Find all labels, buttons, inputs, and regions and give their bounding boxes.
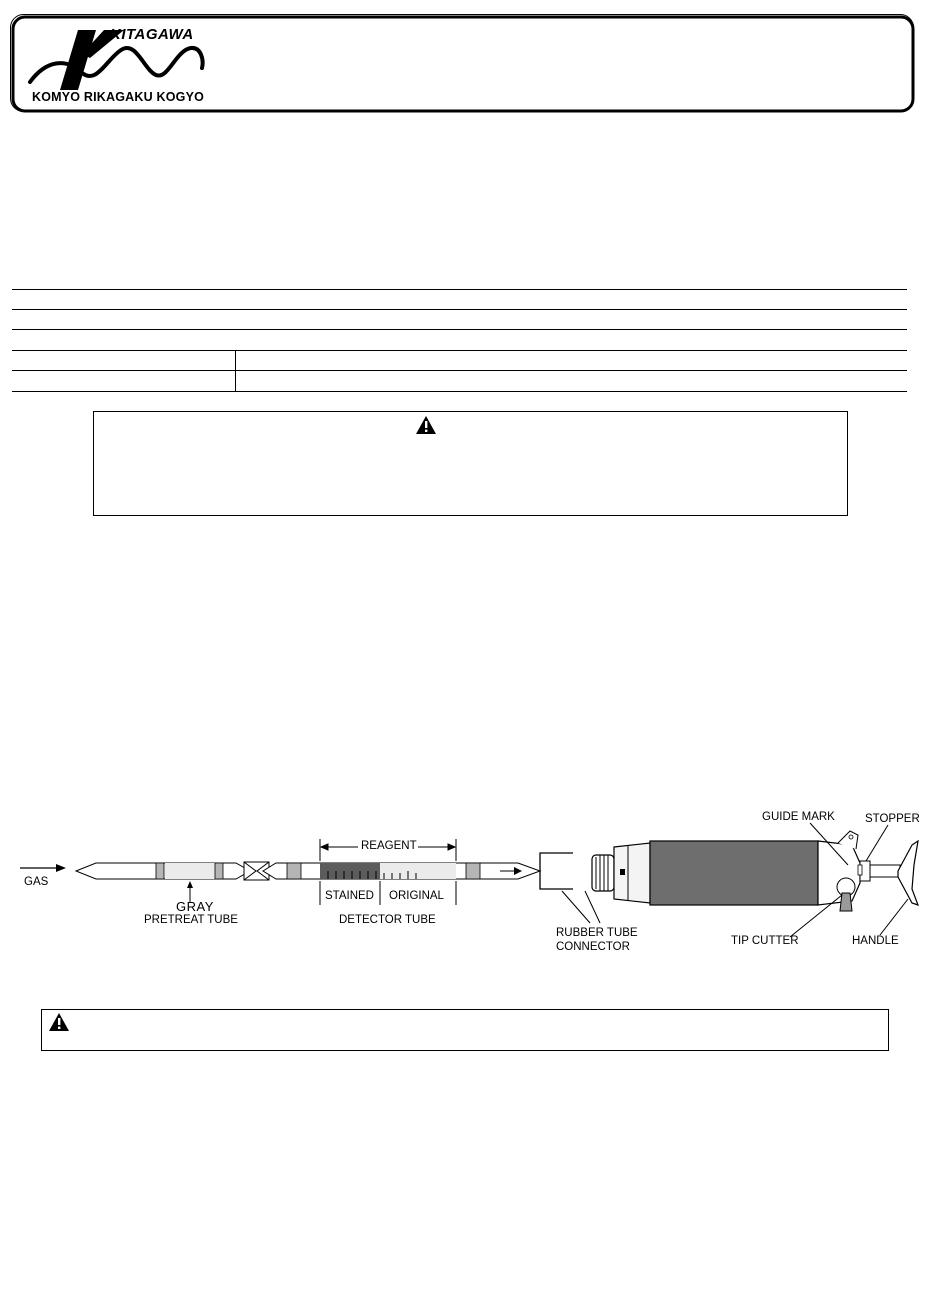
table-rule bbox=[12, 309, 907, 310]
gas-label: GAS bbox=[24, 876, 49, 888]
rubber-tube-label: RUBBER TUBE bbox=[556, 927, 638, 939]
company-logo bbox=[26, 20, 216, 108]
connector-label: CONNECTOR bbox=[556, 941, 630, 953]
table-rule bbox=[12, 329, 907, 330]
table-rule bbox=[12, 391, 907, 392]
table-column-divider bbox=[235, 350, 236, 391]
warning-box bbox=[93, 411, 848, 516]
pretreat-tube bbox=[76, 863, 250, 879]
detector-tube bbox=[263, 863, 540, 879]
measurement-setup-diagram bbox=[0, 805, 950, 965]
company-name: KOMYO RIKAGAKU KOGYO bbox=[32, 90, 205, 104]
table-rule bbox=[12, 289, 907, 290]
brand-name: KITAGAWA bbox=[110, 26, 194, 43]
warning-triangle-icon bbox=[415, 415, 437, 435]
stopper-label: STOPPER bbox=[865, 813, 920, 825]
warning-triangle-icon bbox=[48, 1012, 70, 1032]
stained-label: STAINED bbox=[325, 890, 374, 902]
detector-tube-label: DETECTOR TUBE bbox=[339, 914, 436, 926]
pretreat-tube-label: PRETREAT TUBE bbox=[144, 914, 238, 926]
table-rule bbox=[12, 350, 907, 351]
original-label: ORIGINAL bbox=[389, 890, 444, 902]
guide-mark-label: GUIDE MARK bbox=[762, 811, 835, 823]
gray-label: GRAY bbox=[176, 899, 214, 914]
tip-cutter-label: TIP CUTTER bbox=[731, 935, 799, 947]
rubber-tube-connector bbox=[540, 853, 600, 923]
gas-sampling-pump bbox=[592, 831, 918, 911]
gas-arrow-icon bbox=[20, 864, 66, 872]
table-rule bbox=[12, 370, 907, 371]
handle-label: HANDLE bbox=[852, 935, 899, 947]
reagent-label: REAGENT bbox=[361, 840, 417, 852]
warning-box bbox=[41, 1009, 889, 1051]
